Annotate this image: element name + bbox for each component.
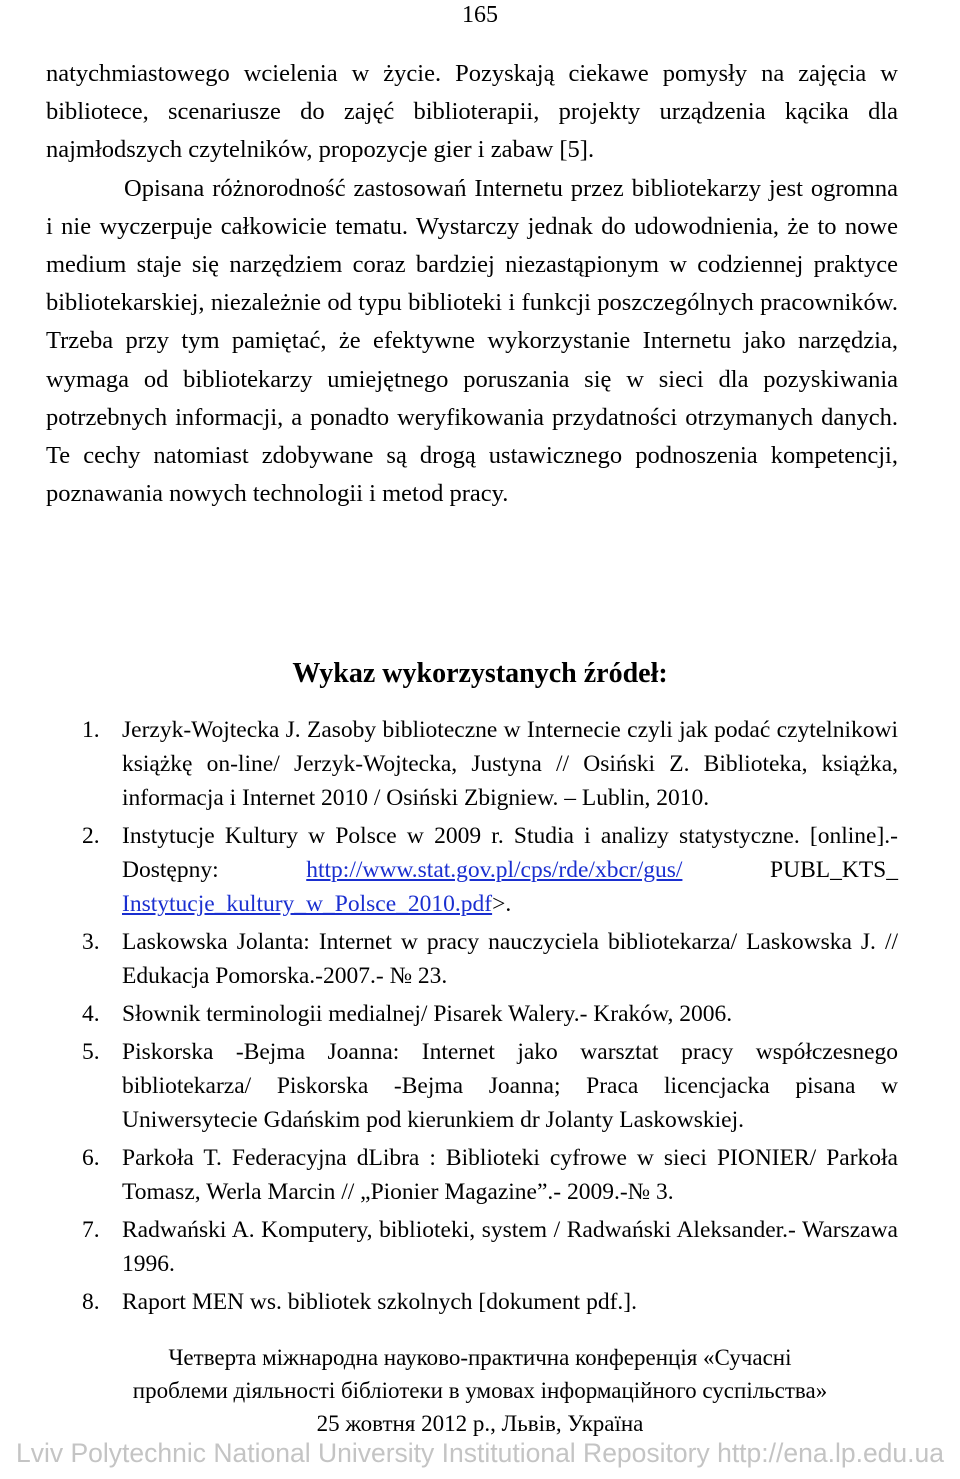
reference-item <box>82 925 898 993</box>
reference-number: 6. <box>82 1145 100 1171</box>
reference-link[interactable]: Instytucje_kultury_w_Polsce_2010.pdf <box>122 891 493 917</box>
reference-number: 8. <box>82 1289 100 1315</box>
section-heading: Wykaz wykorzystanych źródeł: <box>292 658 668 689</box>
paragraph: natychmiastowego wcielenia w życie. Pozyskają ciekawe pomysły na zajęcia w bibliotece, scenariusze do zajęć biblioterapii, projekty urządzenia kącika dla najmłodszych czytelników, propozycje gier i zabaw [5]. <box>46 60 898 164</box>
footer-line: проблеми діяльності бібліотеки в умовах інформаційного суспільства» <box>132 1378 828 1403</box>
footer-line: 25 жовтня 2012 р., Львів, Україна <box>316 1411 644 1436</box>
reference-item <box>82 819 898 921</box>
reference-item <box>82 1035 898 1137</box>
reference-text: Raport MEN ws. bibliotek szkolnych [dokument pdf.]. <box>122 1289 637 1315</box>
reference-text: Jerzyk-Wojtecka J. Zasoby biblioteczne w Internecie czyli jak podać czytelnikowi książkę on-line/ Jerzyk-Wojtecka, Justyna // Osiński Z. Biblioteka, książka, informacja i Internet 2010 / Osiński Zbigniew. – Lublin, 2010. <box>122 717 898 811</box>
conference-footer <box>0 1341 960 1440</box>
reference-text-part: Instytucje Kultury w Polsce w 2009 r. Studia i analizy statystyczne. [online].- Dostępny: <box>122 823 898 883</box>
reference-item <box>82 1141 898 1209</box>
reference-item <box>82 1213 898 1281</box>
reference-link[interactable]: http://www.stat.gov.pl/cps/rde/xbcr/gus/ <box>306 857 683 883</box>
paragraph: Opisana różnorodność zastosowań Internetu przez bibliotekarzy jest ogromna i nie wyczerpuje całkowicie tematu. Wystarczy jednak do udowodnienia, że to nowe medium staje się narzędziem coraz bardziej niezastąpionym w codziennej praktyce bibliotekarskiej, niezależnie od typu biblioteki i funkcji poszczególnych pracowników. Trzeba przy tym pamiętać, że efektywne wykorzystanie Internetu jako narzędzia, wymaga od bibliotekarzy umiejętnego poruszania się w sieci dla pozyskiwania potrzebnych informacji, a ponadto weryfikowania przydatności otrzymanych danych. Te cechy natomiast zdobywane są drogą ustawicznego podnoszenia kompetencji, poznawania nowych technologii i metod pracy. <box>46 174 898 508</box>
page-number: 165 <box>462 2 498 28</box>
reference-number: 7. <box>82 1217 100 1243</box>
reference-text-part: >. <box>492 891 512 917</box>
reference-text-part: PUBL_KTS_ <box>682 857 899 883</box>
reference-text: Piskorska -Bejma Joanna: Internet jako warsztat pracy współczesnego bibliotekarza/ Piskorska -Bejma Joanna; Praca licencjacka pisana w Uniwersytecie Gdańskim pod kierunkiem dr Jolanty Laskowskiej. <box>122 1039 898 1133</box>
reference-number: 2. <box>82 823 100 849</box>
body-text <box>46 55 898 513</box>
reference-text: Słownik terminologii medialnej/ Pisarek Walery.- Kraków, 2006. <box>122 1001 733 1027</box>
reference-text: Laskowska Jolanta: Internet w pracy nauczyciela bibliotekarza/ Laskowska J. // Edukacja Pomorska.-2007.- № 23. <box>122 929 898 989</box>
reference-text: Radwański A. Komputery, biblioteki, system / Radwański Aleksander.- Warszawa 1996. <box>122 1217 898 1277</box>
repository-watermark: Lviv Polytechnic National University Institutional Repository http://ena.lp.edu.ua <box>16 1438 944 1468</box>
reference-number: 4. <box>82 1001 100 1027</box>
reference-text <box>122 819 898 921</box>
reference-number: 3. <box>82 929 100 955</box>
reference-item <box>82 997 898 1031</box>
reference-item <box>82 1285 898 1319</box>
reference-text: Parkoła T. Federacyjna dLibra : Biblioteki cyfrowe w sieci PIONIER/ Parkoła Tomasz, Werla Marcin // „Pionier Magazine”.- 2009.-№ 3. <box>122 1145 898 1205</box>
reference-number: 1. <box>82 717 100 743</box>
reference-number: 5. <box>82 1039 100 1065</box>
footer-line: Четверта міжнародна науково-практична конференція «Сучасні <box>168 1345 792 1370</box>
reference-item <box>82 713 898 815</box>
reference-list <box>82 713 898 1323</box>
